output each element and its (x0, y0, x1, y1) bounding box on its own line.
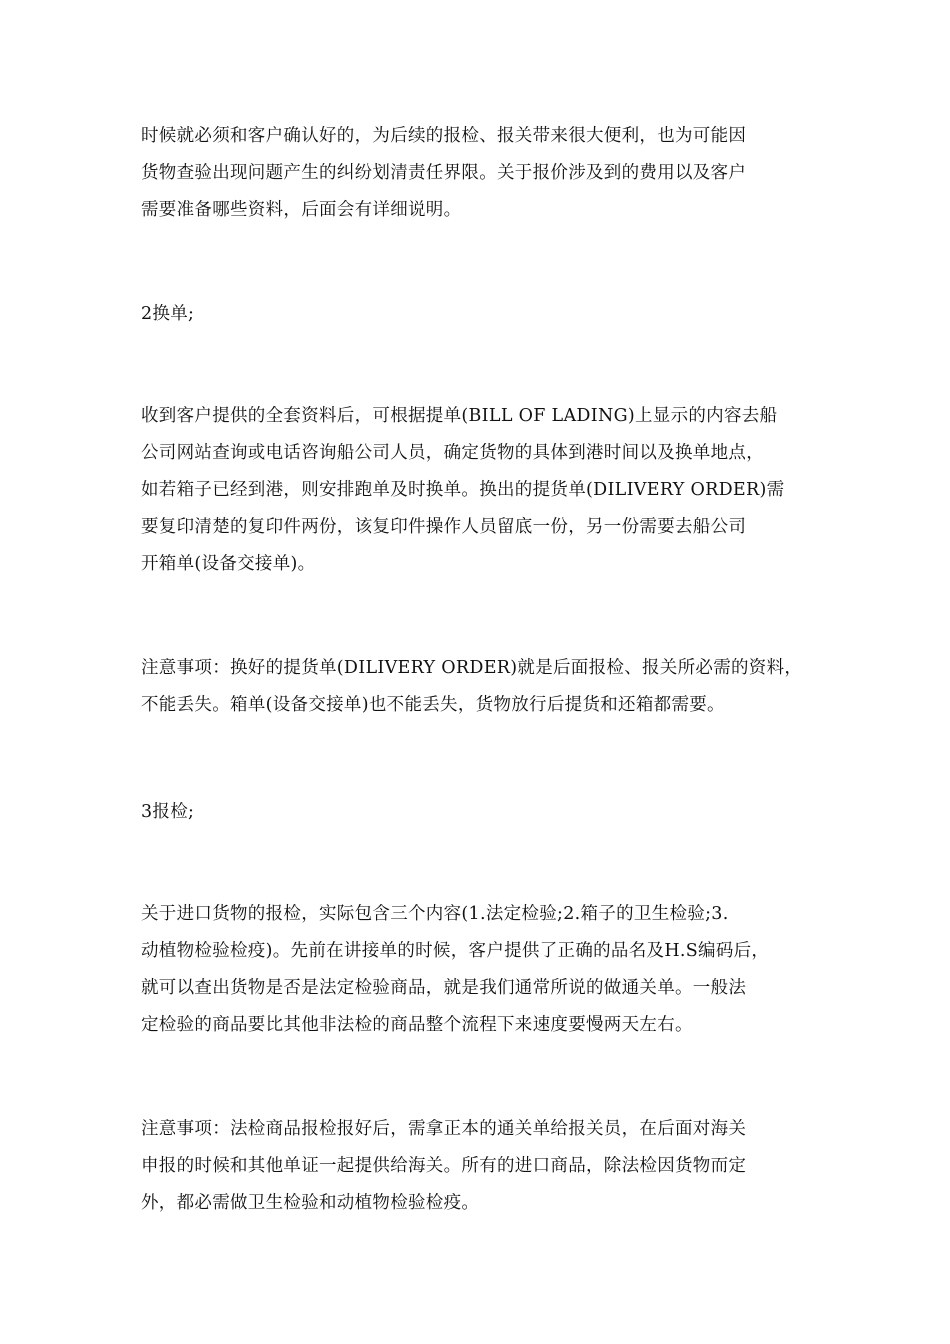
text-line: 注意事项：法检商品报检报好后，需拿正本的通关单给报关员，在后面对海关 (141, 1119, 747, 1139)
text-line: 关于进口货物的报检，实际包含三个内容(1.法定检验;2.箱子的卫生检验;3. (141, 904, 729, 924)
heading-line: 3报检; (141, 802, 195, 822)
text-line: 不能丢失。箱单(设备交接单)也不能丢失，货物放行后提货和还箱都需要。 (141, 695, 725, 715)
text-line: 定检验的商品要比其他非法检的商品整个流程下来速度要慢两天左右。 (141, 1015, 693, 1035)
text-line: 开箱单(设备交接单)。 (141, 554, 316, 574)
text-line: 公司网站查询或电话咨询船公司人员，确定货物的具体到港时间以及换单地点， (141, 443, 764, 463)
heading-line: 2换单; (141, 304, 195, 324)
text-line: 申报的时候和其他单证一起提供给海关。所有的进口商品，除法检因货物而定 (141, 1156, 747, 1176)
text-line: 货物查验出现问题产生的纠纷划清责任界限。关于报价涉及到的费用以及客户 (141, 163, 747, 183)
text-line: 收到客户提供的全套资料后，可根据提单(BILL OF LADING)上显示的内容去船 (141, 406, 778, 426)
paragraph-inspection (141, 896, 831, 1044)
text-line: 注意事项：换好的提货单(DILIVERY ORDER)就是后面报检、报关所必需的资料， (141, 658, 803, 678)
paragraph-quotation-intro (141, 118, 831, 229)
text-line: 动植物检验检疫)。先前在讲接单的时候，客户提供了正确的品名及H.S编码后， (141, 941, 770, 961)
section-heading-inspection (141, 794, 831, 831)
text-line: 时候就必须和客户确认好的，为后续的报检、报关带来很大便利，也为可能因 (141, 126, 747, 146)
text-line: 如若箱子已经到港，则安排跑单及时换单。换出的提货单(DILIVERY ORDER)需 (141, 480, 785, 500)
section-heading-exchange-bill (141, 296, 831, 333)
paragraph-inspection-notes (141, 1111, 831, 1222)
text-line: 要复印清楚的复印件两份，该复印件操作人员留底一份，另一份需要去船公司 (141, 517, 747, 537)
paragraph-exchange-bill-notes (141, 650, 831, 724)
text-line: 外，都必需做卫生检验和动植物检验检疫。 (141, 1193, 480, 1213)
text-line: 就可以查出货物是否是法定检验商品，就是我们通常所说的做通关单。一般法 (141, 978, 747, 998)
paragraph-exchange-bill (141, 398, 831, 583)
text-line: 需要准备哪些资料，后面会有详细说明。 (141, 200, 462, 220)
